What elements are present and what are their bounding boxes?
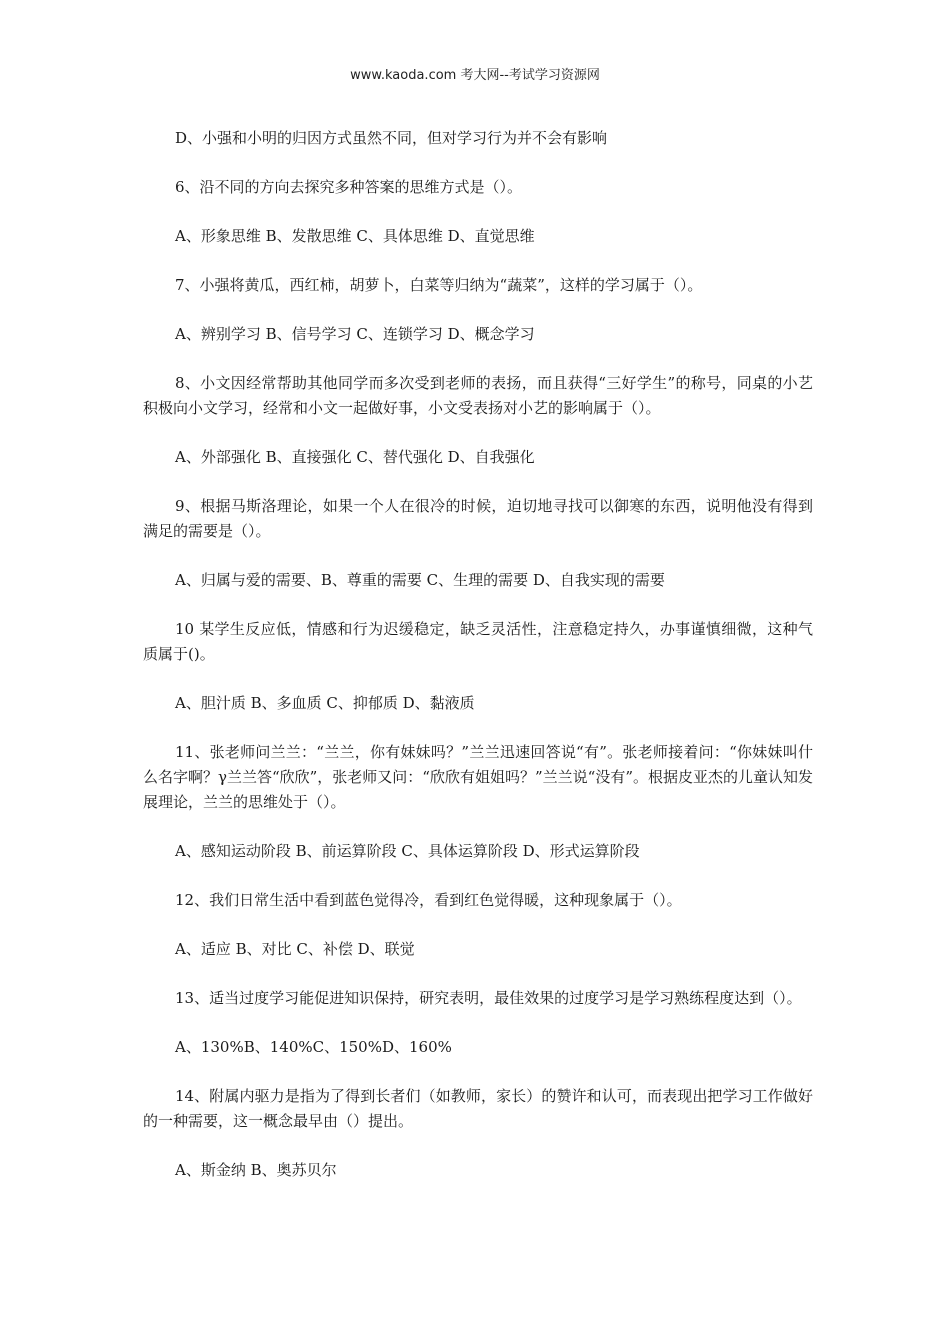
answer-options: A、形象思维 B、发散思维 C、具体思维 D、直觉思维	[175, 227, 535, 245]
answer-options: A、感知运动阶段 B、前运算阶段 C、具体运算阶段 D、形式运算阶段	[175, 842, 640, 860]
question-text: 12、我们日常生活中看到蓝色觉得冷，看到红色觉得暖，这种现象属于（）。	[175, 891, 682, 909]
answer-options: D、小强和小明的归因方式虽然不同，但对学习行为并不会有影响	[175, 129, 608, 147]
question-text: 8、小文因经常帮助其他同学而多次受到老师的表扬，而且获得“三好学生”的称号，同桌的小艺积极向小文学习，经常和小文一起做好事，小文受表扬对小艺的影响属于（）。	[143, 374, 813, 417]
answer-options: A、130%B、140%C、150%D、160%	[175, 1038, 452, 1056]
question-text: 6、沿不同的方向去探究多种答案的思维方式是（）。	[175, 178, 523, 196]
answer-options: A、外部强化 B、直接强化 C、替代强化 D、自我强化	[175, 448, 535, 466]
answer-options: A、辨别学习 B、信号学习 C、连锁学习 D、概念学习	[175, 325, 535, 343]
question-text: 7、小强将黄瓜，西红柿，胡萝卜，白菜等归纳为“蔬菜”，这样的学习属于（）。	[175, 276, 703, 294]
page-header: www.kaoda.com 考大网--考试学习资源网	[350, 68, 600, 83]
answer-options: A、适应 B、对比 C、补偿 D、联觉	[175, 940, 415, 958]
question-text: 11、张老师问兰兰：“兰兰，你有妹妹吗？”兰兰迅速回答说“有”。张老师接着问：“你妹妹叫什么名字啊？γ兰兰答“欣欣”，张老师又问：“欣欣有姐姐吗？”兰兰说“没有”。根据皮亚杰的儿童认知发展理论，兰兰的思维处于（）。	[143, 743, 813, 811]
answer-options: A、胆汁质 B、多血质 C、抑郁质 D、黏液质	[175, 694, 475, 712]
document-body	[143, 126, 813, 1207]
question-text: 9、根据马斯洛理论，如果一个人在很冷的时候，迫切地寻找可以御寒的东西，说明他没有得到满足的需要是（）。	[143, 497, 813, 540]
answer-options: A、归属与爱的需要、B、尊重的需要 C、生理的需要 D、自我实现的需要	[175, 571, 665, 589]
question-text: 14、附属内驱力是指为了得到长者们（如教师，家长）的赞许和认可，而表现出把学习工作做好的一种需要，这一概念最早由（）提出。	[143, 1087, 813, 1130]
answer-options: A、斯金纳 B、奥苏贝尔	[175, 1161, 337, 1179]
question-text: 13、适当过度学习能促进知识保持，研究表明，最佳效果的过度学习是学习熟练程度达到（）。	[175, 989, 802, 1007]
question-text: 10 某学生反应低，情感和行为迟缓稳定，缺乏灵活性，注意稳定持久，办事谨慎细微，这种气质属于()。	[143, 620, 813, 663]
